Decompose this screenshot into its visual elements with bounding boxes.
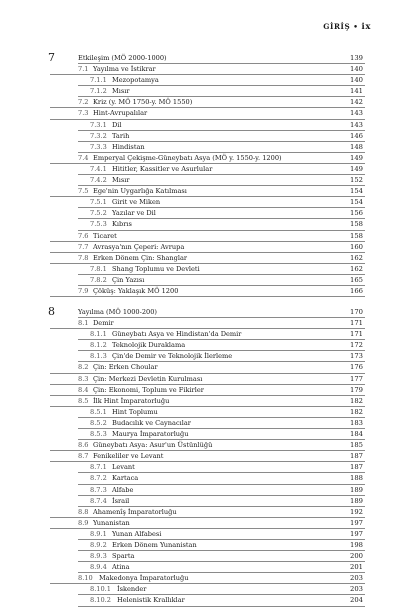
toc-entry-number: 7.8 [78,253,89,262]
toc-entry [50,219,365,230]
toc-entry-number: 7.2 [78,98,89,107]
toc-entry [50,307,365,318]
toc-entry-title: Yunan Alfabesi [112,529,162,538]
toc-entry-title: Çin: Merkezi Devletin Kurulması [93,374,203,383]
toc-entry-page: 162 [350,264,363,273]
toc-entry-title: Ticaret [93,231,117,240]
toc-entry-title: Fenikeliler ve Levant [93,452,164,461]
toc-entry-page: 146 [350,131,363,140]
toc-entry [50,242,365,253]
toc-entry [50,197,365,208]
toc-entry-number: 8.7.2 [90,474,107,483]
toc-entry [50,186,365,197]
toc-entry-page: 154 [350,187,363,196]
toc-entry-page: 140 [350,65,363,74]
toc-entry-title: Levant [112,463,135,472]
toc-entry-title: Shang Toplumu ve Devleti [112,264,200,273]
toc-entry [50,462,365,473]
toc-entry-page: 179 [350,385,363,394]
toc-entry [50,362,365,373]
chapter-number: 7 [48,51,55,64]
toc-entry-page: 185 [350,441,363,450]
toc-entry-page: 182 [350,407,363,416]
toc-entry-number: 8.1.2 [90,341,107,350]
header-page-number: ix [361,22,371,32]
toc-entry-page: 200 [350,552,363,561]
toc-entry-page: 171 [350,319,363,328]
toc-entry-title: Yunanistan [93,518,130,527]
toc-entry [50,595,365,606]
toc-entry-title: Maurya İmparatorluğu [112,430,189,439]
toc-entry-number: 8.7.4 [90,496,107,505]
toc-entry-number: 8.1 [78,319,89,328]
toc-entry-title: İlk Hint İmparatorluğu [93,396,170,405]
toc-entry-page: 156 [350,209,363,218]
toc-entry-page: 201 [350,563,363,572]
toc-entry-title: Kartaca [112,474,139,483]
toc-entry-title: Etkileşim (MÖ 2000-1000) [78,54,167,62]
toc-entry-page: 187 [350,463,363,472]
toc-entry-page: 139 [350,54,363,62]
toc-entry-title: Yazılar ve Dil [112,209,156,218]
toc-entry-number: 7.8.2 [90,275,107,284]
toc-entry-title: Tarih [112,131,130,140]
toc-entry-title: Mısır [112,176,130,185]
toc-entry [50,208,365,219]
toc-entry [50,351,365,362]
toc-entry-number: 7.9 [78,286,89,295]
toc-entry [50,175,365,186]
toc-entry-number: 8.5.2 [90,418,107,427]
toc-entry-number: 8.1.1 [90,330,107,339]
toc-entry [50,275,365,286]
toc-entry-number: 7.8.1 [90,264,107,273]
toc-entry-page: 148 [350,142,363,151]
toc-entry-page: 154 [350,198,363,207]
toc-entry-number: 7.5.3 [90,220,107,229]
toc-entry-page: 143 [350,120,363,129]
toc-entry-number: 8.10.2 [90,596,111,605]
toc-entry [50,473,365,484]
header-label: GİRİŞ [323,22,351,31]
toc-entry-number: 8.9.1 [90,529,107,538]
toc-entry-number: 8.7.1 [90,463,107,472]
toc-entry-page: 182 [350,396,363,405]
toc-entry-page: 165 [350,275,363,284]
toc-entry-number: 8.2 [78,363,89,372]
toc-entry-number: 8.9.2 [90,540,107,549]
toc-entry-page: 172 [350,341,363,350]
toc-entry-title: Çin'de Demir ve Teknolojik İlerleme [112,352,233,361]
toc-entry [50,64,365,75]
toc-entry [50,529,365,540]
toc-entry-number: 8.10.1 [90,585,111,594]
toc-entry-title: Çin: Ekonomi, Toplum ve Fikirler [93,385,204,394]
toc-entry [50,329,365,340]
toc-entry-title: Kıbrıs [112,220,132,229]
toc-entry-page: 149 [350,153,363,162]
toc-entry-title: Alfabe [112,485,134,494]
toc-entry [50,440,365,451]
toc-entry-page: 158 [350,220,363,229]
toc-entry-title: Budacılık ve Caynacılar [112,418,191,427]
toc-entry [50,518,365,529]
toc-entry-number: 7.1.1 [90,76,107,85]
toc-entry-title: Hint-Avrupalılar [93,109,148,118]
toc-entry [50,496,365,507]
toc-entry-title: Mezopotamya [112,76,159,85]
toc-entry-page: 143 [350,109,363,118]
toc-entry-page: 203 [350,585,363,594]
toc-entry-page: 188 [350,474,363,483]
toc-entry-page: 171 [350,330,363,339]
toc-entry-number: 7.3.2 [90,131,107,140]
toc-entry-title: Hint Toplumu [112,407,158,416]
toc-entry-number: 8.1.3 [90,352,107,361]
toc-entry-page: 204 [350,596,363,605]
toc-entry [50,142,365,153]
toc-entry [50,153,365,164]
toc-entry [50,253,365,264]
toc-entry [50,120,365,131]
toc-entry [50,562,365,573]
toc-entry [50,164,365,175]
toc-entry-title: Sparta [112,552,135,561]
toc-entry-title: Makedonya İmparatorluğu [99,574,189,583]
toc-entry-page: 176 [350,363,363,372]
toc-entry-page: 162 [350,253,363,262]
toc-entry-page: 160 [350,242,363,251]
toc-entry-number: 8.7 [78,452,89,461]
toc-entry [50,86,365,97]
toc-entry-page: 152 [350,176,363,185]
toc-entry-title: Hititler, Kassitler ve Asurlular [112,164,213,173]
toc-entry-number: 7.7 [78,242,89,251]
toc-entry [50,108,365,119]
toc-entry-title: Demir [93,319,114,328]
toc-entry-title: Çöküş: Yaklaşık MÖ 1200 [93,286,179,295]
toc-entry [50,286,365,297]
toc-entry-number: 8.4 [78,385,89,394]
toc-entry-title: Helenistik Krallıklar [117,596,185,605]
chapter-8-block [50,307,365,607]
toc-entry-page: 189 [350,485,363,494]
toc-entry-page: 203 [350,574,363,583]
toc-entry-page: 140 [350,76,363,85]
toc-entry-title: Emperyal Çekişme-Güneybatı Asya (MÖ y. 1550-y. 1200) [93,153,282,162]
toc-entry-number: 7.4.2 [90,176,107,185]
toc-entry-number: 7.4 [78,153,89,162]
toc-entry [50,264,365,275]
toc-entry [50,551,365,562]
toc-entry [50,75,365,86]
toc-entry [50,340,365,351]
toc-entry-page: 149 [350,164,363,173]
toc-entry-page: 166 [350,286,363,295]
toc-entry-title: Yayılma ve İstikrar [93,65,156,74]
toc-entry-number: 8.7.3 [90,485,107,494]
toc-entry-title: Avrasya'nın Çeperi: Avrupa [93,242,185,251]
toc-entry-title: Yayılma (MÖ 1000-200) [78,308,157,316]
toc-entry-title: Girit ve Miken [112,198,161,207]
toc-entry-number: 7.1.2 [90,87,107,96]
toc-entry-title: Hindistan [112,142,145,151]
toc-entry [50,396,365,407]
toc-entry-number: 8.9 [78,518,89,527]
toc-entry-number: 8.9.4 [90,563,107,572]
toc-entry-page: 184 [350,430,363,439]
toc-entry-number: 8.3 [78,374,89,383]
toc-entry-number: 8.5.1 [90,407,107,416]
chapter-number: 8 [48,305,55,318]
toc-entry [50,385,365,396]
toc-entry-page: 183 [350,418,363,427]
toc-entry-number: 8.9.3 [90,552,107,561]
toc-entry-title: Erken Dönem Yunanistan [112,540,197,549]
toc-entry [50,53,365,64]
toc-entry-title: Erken Dönem Çin: Shanglar [93,253,188,262]
toc-entry-number: 8.6 [78,441,89,450]
toc-entry-title: Ahamenîş İmparatorluğu [93,507,177,516]
toc-entry-number: 7.3.1 [90,120,107,129]
toc-entry-title: Güneybatı Asya ve Hindistan'da Demir [112,330,242,339]
toc-entry [50,418,365,429]
toc-entry-title: Mısır [112,87,130,96]
toc-entry [50,429,365,440]
toc-entry-page: 170 [350,308,363,316]
toc-entry-title: Atina [112,563,130,572]
toc-entry-number: 7.5 [78,187,89,196]
toc-entry [50,97,365,108]
toc-entry [50,374,365,385]
toc-entry-number: 8.5.3 [90,430,107,439]
toc-entry [50,584,365,595]
toc-entry-title: Çin: Erken Choular [93,363,158,372]
toc-entry-title: İsrail [112,496,130,505]
toc-entry-title: Güneybatı Asya: Asur'un Üstünlüğü [93,441,213,450]
toc-entry-title: Kriz (y. MÖ 1750-y. MÖ 1550) [93,98,193,107]
toc-entry-title: Dil [112,120,122,129]
toc-entry [50,131,365,142]
toc-entry-number: 8.5 [78,396,89,405]
toc-entry-number: 7.6 [78,231,89,240]
toc-entry [50,485,365,496]
toc-entry [50,318,365,329]
toc-entry-title: Ege'nin Uygarlığa Katılması [93,187,187,196]
toc-entry-page: 158 [350,231,363,240]
toc-entry-page: 173 [350,352,363,361]
toc-entry-title: Teknolojik Duraklama [112,341,186,350]
toc-entry-number: 7.4.1 [90,164,107,173]
chapter-7-block [50,53,365,297]
toc-entry-page: 197 [350,529,363,538]
toc-entry-number: 7.5.1 [90,198,107,207]
toc-entry [50,540,365,551]
toc-entry-number: 7.3.3 [90,142,107,151]
toc-entry [50,231,365,242]
toc-entry-page: 187 [350,452,363,461]
toc-entry-number: 7.1 [78,65,89,74]
toc-entry [50,573,365,584]
toc-entry-page: 142 [350,98,363,107]
toc-entry-number: 7.3 [78,109,89,118]
toc-entry-number: 8.8 [78,507,89,516]
toc-entry-page: 141 [350,87,363,96]
toc-entry [50,451,365,462]
toc-entry-page: 192 [350,507,363,516]
toc-entry [50,407,365,418]
toc-entry-page: 197 [350,518,363,527]
toc-entry-title: İskender [117,585,147,594]
toc-entry-number: 8.10 [78,574,93,583]
toc-entry-page: 198 [350,540,363,549]
toc-entry-number: 7.5.2 [90,209,107,218]
running-header [323,22,371,32]
toc-entry-page: 189 [350,496,363,505]
header-separator: • [353,22,359,31]
toc-entry-page: 177 [350,374,363,383]
toc-entry [50,507,365,518]
toc-entry-title: Çin Yazısı [112,275,145,284]
